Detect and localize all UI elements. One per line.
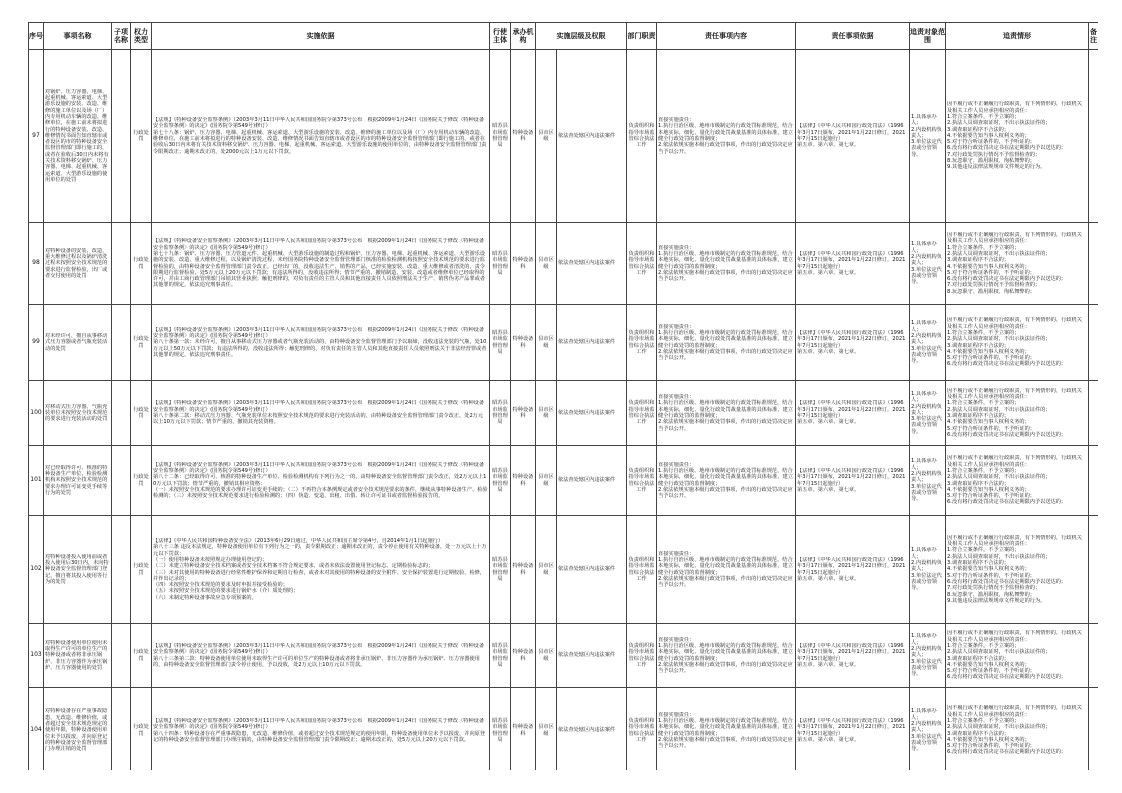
duty-basis: 【法律】《中华人民共和国行政处罚法》（1996年3月17日颁布，2021年1月22日修订，2021年7月15日起施行） 第五章、第六章、第七章。 bbox=[796, 305, 910, 381]
scope: 依法查处辖区内违法案件 bbox=[557, 381, 627, 446]
level: 县市区级 bbox=[536, 446, 557, 516]
subject: 昭苏县市场监督管理局 bbox=[490, 223, 511, 305]
duty: 负责组织和指导市场监管综合执法工作 bbox=[627, 50, 657, 223]
sub-item bbox=[112, 305, 131, 381]
basis-text: 【法规】《特种设备安全监察条例》（2003年3月11日中华人民共和国国务院令第373号公布 根据2009年1月24日《国务院关于修改〈特种设备安全监察条例〉的决定》(国务院令第549号)修订） 第七十八条：锅炉、压力容器、电梯、起重机械、客运索道、大型游乐设施的安装、改造、维修的施工单位以及场（厂）内专用机动车辆的改造、维修单位，在施工前未将拟进行的特种设备安装、改造、维修情况书面告知直辖市或者设区的市的特种设备安全监督管理部门即行施工的，或者在验收后30日内未将有关技术资料移交锅炉、压力容器、电梯、起重机械、客运索道、大型游乐设施的使用单位的，由特种设备安全监督管理部门责令限期改正；逾期未改正的，处2000元以上1万元以下罚款。 bbox=[152, 50, 490, 223]
remark bbox=[1089, 688, 1099, 771]
situation: 因不履行或不正确履行行政职责，有下列情形的，行政机关及相关工作人员应承担相应的责任： 1.符合立案条件，不予立案的； 2.执法人员调查取证时，不出示执法证件的； 3.调查取证程序不合法的； 4.不依据要告知当事人权利义务的； 5.对于符合听证条件的，不予听证的； 6.没有将行政处罚决定书在法定期限内予以送达的； bbox=[946, 381, 1089, 446]
subject: 昭苏县市场监督管理局 bbox=[490, 516, 511, 624]
duty-basis: 【法律】《中华人民共和国行政处罚法》（1996年3月17日颁布，2021年1月22日修订，2021年7月15日起施行） 第五章、第六章、第七章。 bbox=[796, 381, 910, 446]
scope: 依法查处辖区内违法案件 bbox=[557, 516, 627, 624]
remark bbox=[1089, 305, 1099, 381]
sub-item bbox=[112, 688, 131, 771]
basis-text: 【法规】《特种设备安全监察条例》（2003年3月11日中华人民共和国国务院令第373号公布 根据2009年1月24日《国务院关于修改〈特种设备安全监察条例〉的决定》(国务院令第549号)修订） 第八十条第一款：未经许可，擅自从事移动式压力容器或者气瓶充装活动的，由特种设备安全监督管理部门予以取缔，没收违法充装的气瓶，处10万元以上50万元以下罚款；有违法所得的，没收违法所得；触犯刑律的，对负有责任的主管人员和其他直接责任人员依照刑法关于非法经营罪或者其他罪的规定，依法追究刑事责任。 bbox=[152, 305, 490, 381]
header-subitem: 子项名称 bbox=[112, 23, 131, 50]
table-row bbox=[29, 305, 1099, 381]
target: 1.具体承办人； 2.内设机构负责人； 3.单位法定代表或分管领导。 bbox=[910, 305, 946, 381]
remark bbox=[1089, 516, 1099, 624]
duty: 负责组织和指导市场监管综合执法工作 bbox=[627, 446, 657, 516]
subject: 昭苏县市场监督管理局 bbox=[490, 688, 511, 771]
situation: 因不履行或不正确履行行政职责，有下列情形的，行政机关及相关工作人员应承担相应的责任： 1.符合立案条件，不予立案的； 2.执法人员调查取证时，不出示执法证件的； 3.调查取证程序不合法的； 4.不依据要告知当事人权利义务的； 5.对于符合听证条件的，不予听证的； 6.没有将行政处罚决定书在法定期限内予以送达的； bbox=[946, 688, 1089, 771]
basis-text: 【法规】《特种设备安全监察条例》（2003年3月11日中华人民共和国国务院令第373号公布 根据2009年1月24日《国务院关于修改〈特种设备安全监察条例〉的决定》(国务院令第549号)修订） 第八十三条第二款：特种设备使用单位使用未取得生产许可的单位生产的特种设备或者将非承压锅炉、非压力容器作为承压锅炉、压力容器使用的，由特种设备安全监督管理部门责令停止使用，予以没收，处2万元以上10万元以下罚款。 bbox=[152, 624, 490, 688]
duty-content: 直接实施责任： 1.执行自治区级、地州市级制定的行政处罚标准规范，结合本地实际，细化、量化行政处罚裁量基准的具体标准，建立健全行政处罚的监督制度； 2.依法依规实施本级行政处罚事项，作出的行政处罚决定应当予以公开。 bbox=[657, 446, 796, 516]
duty: 负责组织和指导市场监管综合执法工作 bbox=[627, 688, 657, 771]
row-num: 101 bbox=[29, 446, 44, 516]
remark bbox=[1089, 381, 1099, 446]
subject: 昭苏县市场监督管理局 bbox=[490, 624, 511, 688]
duty: 负责组织和指导市场监管综合执法工作 bbox=[627, 381, 657, 446]
level: 县市区级 bbox=[536, 624, 557, 688]
document-page bbox=[28, 22, 1098, 770]
duty-content: 直接实施责任： 1.执行自治区级、地州市级制定的行政处罚标准规范，结合本地实际，细化、量化行政处罚裁量基准的具体标准，建立健全行政处罚的监督制度； 2.依法依规实施本级行政处罚事项，作出的行政处罚决定应当予以公开。 bbox=[657, 50, 796, 223]
level: 县市区级 bbox=[536, 223, 557, 305]
row-num: 97 bbox=[29, 50, 44, 223]
duty-content: 直接实施责任： 1.执行自治区级、地州市级制定的行政处罚标准规范，结合本地实际，细化、量化行政处罚裁量基准的具体标准，建立健全行政处罚的监督制度； 2.依法依规实施本级行政处罚事项，作出的行政处罚决定应当予以公开。 bbox=[657, 305, 796, 381]
basis-text: 【法规】《特种设备安全监察条例》（2003年3月11日中华人民共和国国务院令第373号公布 根据2009年1月24日《国务院关于修改〈特种设备安全监察条例〉的决定》(国务院令第549号)修订） 第八十四条：特种设备存在严重事故隐患，无改造、维修价值，或者超过安全技术规范规定的使用年限，特种设备使用单位未予以报废，并向原登记的特种设备安全监督管理部门办理注销的，由特种设备安全监督管理部门责令限期改正；逾期未改正的，处5万元以上20万元以下罚款。 bbox=[152, 688, 490, 771]
org: 特种设备科 bbox=[511, 381, 536, 446]
duty: 负责组织和指导市场监管综合执法工作 bbox=[627, 624, 657, 688]
item-name: 对特种设备存在严重事故隐患，无改造、维修价值，或者超过安全技术规范规定的使用年限，特种设备使用单位未予以报废，并向原登记的特种设备安全监督管理部门办理注销的处罚 bbox=[44, 688, 112, 771]
sub-item bbox=[112, 624, 131, 688]
target: 1.具体承办人； 2.内设机构负责人； 3.单位法定代表或分管领导。 bbox=[910, 381, 946, 446]
row-num: 99 bbox=[29, 305, 44, 381]
duty-content: 直接实施责任： 1.执行自治区级、地州市级制定的行政处罚标准规范，结合本地实际，细化、量化行政处罚裁量基准的具体标准，建立健全行政处罚的监督制度； 2.依法依规实施本级行政处罚事项，作出的行政处罚决定应当予以公开。 bbox=[657, 381, 796, 446]
header-num: 序号 bbox=[29, 23, 44, 50]
situation: 因不履行或不正确履行行政职责，有下列情形的，行政机关及相关工作人员应承担相应的责任： 1.符合立案条件，不予立案的； 2.执法人员调查取证时，不出示执法证件的； 3.调查取证程序不合法的； 4.不依据要告知当事人权利义务的； 5.对于符合听证条件的，不予听证的； 6.没有将行政处罚决定书在法定期限内予以送达的； bbox=[946, 305, 1089, 381]
table-row bbox=[29, 624, 1099, 688]
row-num: 104 bbox=[29, 688, 44, 771]
remark bbox=[1089, 223, 1099, 305]
header-level: 实施层级及权限 bbox=[536, 23, 627, 50]
remark bbox=[1089, 446, 1099, 516]
basis-text: 【法规】《特种设备安全监察条例》（2003年3月11日中华人民共和国国务院令第373号公布 根据2009年1月24日《国务院关于修改〈特种设备安全监察条例〉的决定》(国务院令第549号)修订） 第七十九条：锅炉、压力容器、压力管道元件、起重机械、大型游乐设施的制造过程和锅炉、压力容器、电梯、起重机械、客运索道、大型游乐设施的安装、改造、重大维修过程，以及锅炉清洗过程，未经国务院特种设备安全监督管理部门核准的检验检测机构按照安全技术规范的要求进行监督检验的，由特种设备安全监督管理部门责令改正，已经出厂的，没收违法生产、销售的产品，已经实施安装、改造、重大维修或者清洗的，责令限期进行监督检验，处5万元以上20万元以下罚款；有违法所得的，没收违法所得；情节严重的，撤销制造、安装、改造或者维修单位已经取得的许可，并由工商行政管理部门吊销其营业执照；触犯刑律的，对负有责任的主管人员和其他直接责任人员依照刑法关于生产、销售伪劣产品罪或者其他罪的规定，依法追究刑事责任。 bbox=[152, 223, 490, 305]
table-row bbox=[29, 381, 1099, 446]
duty-content: 直接实施责任： 1.执行自治区级、地州市级制定的行政处罚标准规范，结合本地实际，细化、量化行政处罚裁量基准的具体标准，建立健全行政处罚的监督制度； 2.依法依规实施本级行政处罚事项，作出的行政处罚决定应当予以公开。 bbox=[657, 516, 796, 624]
sub-item bbox=[112, 50, 131, 223]
org: 特种设备科 bbox=[511, 305, 536, 381]
row-num: 98 bbox=[29, 223, 44, 305]
table-row bbox=[29, 516, 1099, 624]
subject: 昭苏县市场监督管理局 bbox=[490, 446, 511, 516]
header-name: 事项名称 bbox=[44, 23, 112, 50]
org: 特种设备科 bbox=[511, 50, 536, 223]
duty-basis: 【法律】《中华人民共和国行政处罚法》（1996年3月17日颁布，2021年1月22日修订，2021年7月15日起施行） 第五章、第六章、第七章。 bbox=[796, 223, 910, 305]
org: 特种设备科 bbox=[511, 688, 536, 771]
table-row bbox=[29, 223, 1099, 305]
row-num: 103 bbox=[29, 624, 44, 688]
item-name: 对移动式压力容器、气瓶充装单位未按照安全技术规范的要求进行充装活动的处罚 bbox=[44, 381, 112, 446]
remark bbox=[1089, 624, 1099, 688]
target: 1.具体承办人； 2.内设机构负责人； 3.单位法定代表或分管领导。 bbox=[910, 624, 946, 688]
situation: 因不履行或不正确履行行政职责，有下列情形的，行政机关及相关工作人员应承担相应的责任： 1.符合立案条件，不予立案的； 2.执法人员调查取证时，不出示执法证件的； 3.调查取证程序不合法的； 4.不依据要告知当事人权利义务的； 5.对于符合听证条件的，不予听证的； 6.没有将行政处罚决定书在法定期限内予以送达的； bbox=[946, 624, 1089, 688]
situation: 因不履行或不正确履行行政职责，有下列情形的，行政机关及相关工作人员应承担相应的责任： 1.符合立案条件，不予立案的； 2.执法人员调查取证时，不出示执法证件的； 3.调查取证程序不合法的； 4.不依据要告知当事人权利义务的； 5.对于符合听证条件的，不予听证的； 6.没有将行政处罚决定书在法定期限内予以送达的； 7.对行政处罚执行情况不予监督检查的； 8.玩忽职守、滥用职权、徇私舞弊的； bbox=[946, 223, 1089, 305]
duty-content: 直接实施责任： 1.执行自治区级、地州市级制定的行政处罚标准规范，结合本地实际，细化、量化行政处罚裁量基准的具体标准，建立健全行政处罚的监督制度； 2.依法依规实施本级行政处罚事项，作出的行政处罚决定应当予以公开。 bbox=[657, 624, 796, 688]
scope: 依法查处辖区内违法案件 bbox=[557, 223, 627, 305]
table-row bbox=[29, 50, 1099, 223]
item-name: 对特种设备的安装、改造、重大维修过程以及锅炉清洗过程未按照安全技术规范的要求进行监督检验，出厂或者交付使用的处罚 bbox=[44, 223, 112, 305]
item-name: 对特种设备投入使用前或者投入使用后30日内，未向特种设备安全监督管理部门登记，擅自将其投入使用等行为的处罚 bbox=[44, 516, 112, 624]
power-type: 行政处罚 bbox=[131, 223, 152, 305]
row-num: 102 bbox=[29, 516, 44, 624]
org: 特种设备科 bbox=[511, 624, 536, 688]
scope: 依法查处辖区内违法案件 bbox=[557, 688, 627, 771]
level: 县市区级 bbox=[536, 688, 557, 771]
header-content: 责任事项内容 bbox=[657, 23, 796, 50]
table-row bbox=[29, 688, 1099, 771]
power-type: 行政处罚 bbox=[131, 516, 152, 624]
header-remark: 备注 bbox=[1089, 23, 1099, 50]
duty: 负责组织和指导市场监管综合执法工作 bbox=[627, 305, 657, 381]
level: 县市区级 bbox=[536, 50, 557, 223]
duty-basis: 【法律】《中华人民共和国行政处罚法》（1996年3月17日颁布，2021年1月22日修订，2021年7月15日起施行） 第五章、第六章、第七章。 bbox=[796, 688, 910, 771]
sub-item bbox=[112, 381, 131, 446]
sub-item bbox=[112, 223, 131, 305]
power-type: 行政处罚 bbox=[131, 624, 152, 688]
situation: 因不履行或不正确履行行政职责，有下列情形的，行政机关及相关工作人员应承担相应的责任： 1.符合立案条件，不予立案的； 2.执法人员调查取证时，不出示执法证件的； 3.调查取证程序不合法的； 4.不依据要告知当事人权利义务的； 5.对于符合听证条件的，不予听证的； 6.没有将行政处罚决定书在法定期限内予以送达的； 7.对行政处罚执行情况不予监督检查的； 8.玩忽职守、滥用职权、徇私舞弊的； 9.其他违反法律法规规章文件规定的行为。 bbox=[946, 516, 1089, 624]
situation: 因不履行或不正确履行行政职责，有下列情形的，行政机关及相关工作人员应承担相应的责任： 1.符合立案条件，不予立案的； 2.执法人员调查取证时，不出示执法证件的； 3.调查取证程序不合法的； 4.不依据要告知当事人权利义务的； 5.对于符合听证条件的，不予听证的； 6.没有将行政处罚决定书在法定期限内予以送达的； 7.对行政处罚执行情况不予监督检查的； 8.玩忽职守、滥用职权、徇私舞弊的； 9.其他违反法律法规规章文件规定的行为。 bbox=[946, 50, 1089, 223]
duty-basis: 【法律】《中华人民共和国行政处罚法》（1996年3月17日颁布，2021年1月22日修订，2021年7月15日起施行） 第五章、第六章、第七章。 bbox=[796, 446, 910, 516]
basis-text: 【法律】《中华人民共和国特种设备安全法》（2013年6月29日通过，中华人民共和国主席令第4号，自2014年1月1日起施行） 第八十三条 违反本法规定，特种设备使用单位有下列行为之一的，责令限期改正；逾期未改正的，责令停止使用有关特种设备，处一万元以上十万元以下罚款： （一）使用特种设备未按照规定办理使用登记的； （二）未建立特种设备安全技术档案或者安全技术档案不符合规定要求，或者未依法设置使用登记标志、定期检验标志的； （三）未对其使用的特种设备进行经常性维护保养和定期自行检查，或者未对其使用的特种设备的安全附件、安全保护装置进行定期校验、检修，并作出记录的； （四）未按照安全技术规范的要求及时申报并接受检验的； （五）未按照安全技术规范的要求进行锅炉水（介）质处理的； （六）未制定特种设备事故应急专项预案的。 bbox=[152, 516, 490, 624]
duty-basis: 【法律】《中华人民共和国行政处罚法》（1996年3月17日颁布，2021年1月22日修订，2021年7月15日起施行） 第五章、第六章、第七章。 bbox=[796, 50, 910, 223]
power-type: 行政处罚 bbox=[131, 305, 152, 381]
item-name: 对未经许可，擅自从事移动式压力容器或者气瓶充装活动的处罚 bbox=[44, 305, 112, 381]
scope: 依法查处辖区内违法案件 bbox=[557, 305, 627, 381]
header-subject: 行使主体 bbox=[490, 23, 511, 50]
scope: 依法查处辖区内违法案件 bbox=[557, 50, 627, 223]
remark bbox=[1089, 50, 1099, 223]
org: 特种设备科 bbox=[511, 223, 536, 305]
item-name: 对特种设备使用单位使用未取得生产许可的单位生产的特种设备或者将非承压锅炉、非压力容器作为承压锅炉、压力容器使用的处罚 bbox=[44, 624, 112, 688]
subject: 昭苏县市场监督管理局 bbox=[490, 305, 511, 381]
target: 1.具体承办人； 2.内设机构负责人； 3.单位法定代表或分管领导。 bbox=[910, 50, 946, 223]
sub-item bbox=[112, 516, 131, 624]
target: 1.具体承办人； 2.内设机构负责人； 3.单位法定代表或分管领导。 bbox=[910, 446, 946, 516]
sub-item bbox=[112, 446, 131, 516]
header-duty-basis: 责任事项依据 bbox=[796, 23, 910, 50]
duty: 负责组织和指导市场监管综合执法工作 bbox=[627, 223, 657, 305]
duty-content: 直接实施责任： 1.执行自治区级、地州市级制定的行政处罚标准规范，结合本地实际，细化、量化行政处罚裁量基准的具体标准，建立健全行政处罚的监督制度； 2.依法依规实施本级行政处罚事项，作出的行政处罚决定应当予以公开。 bbox=[657, 223, 796, 305]
responsibility-table bbox=[28, 22, 1098, 770]
basis-text: 【法规】《特种设备安全监察条例》（2003年3月11日中华人民共和国国务院令第373号公布 根据2009年1月24日《国务院关于修改〈特种设备安全监察条例〉的决定》(国务院令第549号)修订） 第八十二条：已经取得许可、核准的特种设备生产单位、检验检测机构有下列行为之一的，由特种设备安全监督管理部门责令改正，处2万元以上10万元以下罚款；情节严重的，撤销其相应资格： （一）未按照安全技术规范的要求办理许可证变更手续的；（二）不再符合本条例规定或者安全技术规范要求的条件，继续从事特种设备生产、检验检测的；（三）未按照安全技术规范要求进行检验检测的；（四）伪造、变造、出租、出借、转让许可证书或者监督检验报告的。 bbox=[152, 446, 490, 516]
target: 1.具体承办人； 2.内设机构负责人； 3.单位法定代表或分管领导。 bbox=[910, 223, 946, 305]
header-type: 权力类型 bbox=[131, 23, 152, 50]
level: 县市区级 bbox=[536, 381, 557, 446]
power-type: 行政处罚 bbox=[131, 688, 152, 771]
header-target: 追责对象范围 bbox=[910, 23, 946, 50]
header-duty: 部门职责 bbox=[627, 23, 657, 50]
subject: 昭苏县市场监督管理局 bbox=[490, 50, 511, 223]
power-type: 行政处罚 bbox=[131, 381, 152, 446]
target: 1.具体承办人； 2.内设机构负责人； 3.单位法定代表或分管领导。 bbox=[910, 516, 946, 624]
basis-text: 【法规】《特种设备安全监察条例》（2003年3月11日中华人民共和国国务院令第373号公布 根据2009年1月24日《国务院关于修改〈特种设备安全监察条例〉的决定》(国务院令第549号)修订） 第八十条第二款：移动式压力容器、气瓶充装单位未按照安全技术规范的要求进行充装活动的，由特种设备安全监督管理部门责令改正，处2万元以上10万元以下罚款；情节严重的，撤销其充装资格。 bbox=[152, 381, 490, 446]
header-basis: 实施依据 bbox=[152, 23, 490, 50]
level: 县市区级 bbox=[536, 305, 557, 381]
scope: 依法查处辖区内违法案件 bbox=[557, 446, 627, 516]
duty-basis: 【法律】《中华人民共和国行政处罚法》（1996年3月17日颁布，2021年1月22日修订，2021年7月15日起施行） 第五章、第六章、第七章。 bbox=[796, 516, 910, 624]
table-row bbox=[29, 446, 1099, 516]
header-row bbox=[29, 23, 1099, 50]
row-num: 100 bbox=[29, 381, 44, 446]
duty: 负责组织和指导市场监管综合执法工作 bbox=[627, 516, 657, 624]
situation: 因不履行或不正确履行行政职责，有下列情形的，行政机关及相关工作人员应承担相应的责任： 1.符合立案条件，不予立案的； 2.执法人员调查取证时，不出示执法证件的； 3.调查取证程序不合法的； 4.不依据要告知当事人权利义务的； 5.对于符合听证条件的，不予听证的； 6.没有将行政处罚决定书在法定期限内予以送达的； bbox=[946, 446, 1089, 516]
header-org: 承办机构 bbox=[511, 23, 536, 50]
power-type: 行政处罚 bbox=[131, 446, 152, 516]
target: 1.具体承办人； 2.内设机构负责人； 3.单位法定代表或分管领导。 bbox=[910, 688, 946, 771]
item-name: 对已经取得许可、核准的特种设备生产单位、检验检测机构未按照安全技术规范的要求办理许可证变更手续等行为的处罚 bbox=[44, 446, 112, 516]
duty-basis: 【法律】《中华人民共和国行政处罚法》（1996年3月17日颁布，2021年1月22日修订，2021年7月15日起施行） 第五章、第六章、第七章。 bbox=[796, 624, 910, 688]
org: 特种设备科 bbox=[511, 516, 536, 624]
duty-content: 直接实施责任： 1.执行自治区级、地州市级制定的行政处罚标准规范，结合本地实际，细化、量化行政处罚裁量基准的具体标准，建立健全行政处罚的监督制度； 2.依法依规实施本级行政处罚事项，作出的行政处罚决定应当予以公开。 bbox=[657, 688, 796, 771]
org: 特种设备科 bbox=[511, 446, 536, 516]
scope: 依法查处辖区内违法案件 bbox=[557, 624, 627, 688]
header-situation: 追责情形 bbox=[946, 23, 1089, 50]
subject: 昭苏县市场监督管理局 bbox=[490, 381, 511, 446]
item-name: 对锅炉、压力容器、电梯、起重机械、客运索道、大型游乐设施的安装、改造、维修的施工单位以及场（厂）内专用机动车辆的改造、维修单位，在施工前未将拟进行的特种设备安装、改造、维修情况书面告知直辖市或者设区的市的特种设备安全监督管理部门即行施工的，或者在验收后30日内未将有关技术资料移交锅炉、压力容器、电梯、起重机械、客运索道、大型游乐设施的使用单位的处罚 bbox=[44, 50, 112, 223]
level: 县市区级 bbox=[536, 516, 557, 624]
power-type: 行政处罚 bbox=[131, 50, 152, 223]
